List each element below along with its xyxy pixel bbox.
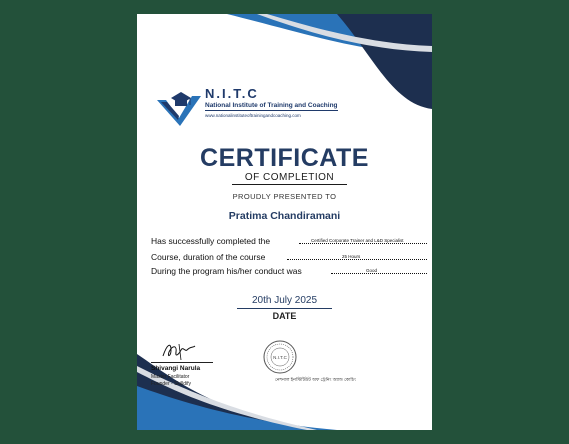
seal-text: N.I.T.C [273,355,287,360]
signatory-name: Shivangi Narula [151,365,201,372]
certificate-subtitle: OF COMPLETION [232,172,347,185]
course-value: Certified Corporate Trainer and L&D Specialist [311,238,404,243]
duration-label: Course, duration of the course [151,252,266,262]
conduct-value: Good [366,268,378,273]
date-label: DATE [272,311,297,321]
course-label: Has successfully completed the [151,236,271,246]
duration-value: 25 Hours [342,254,361,259]
seal-caption: নেশনাল ইনস্টিটিউট অফ ট্রেনিং অ্যান্ড কোচিং [275,377,357,382]
course-line [151,234,421,246]
graduation-cap-logo-icon [157,90,201,126]
duration-line [151,250,421,262]
signatory-block [151,340,221,390]
certificate [137,14,432,430]
nitc-logo [157,86,357,136]
logo-abbreviation: N.I.T.C [205,86,259,101]
recipient-name: Pratima Chandiramani [228,210,341,222]
certificate-title: CERTIFICATE [200,144,369,172]
signatory-org: Founder - Skilldify [151,381,192,387]
conduct-label: During the program his/her conduct was [151,266,302,276]
duration-dotted-line [287,259,427,260]
presented-to-label: PROUDLY PRESENTED TO [232,192,337,201]
logo-full-name: National Institute of Training and Coaching [205,102,338,109]
conduct-line [151,264,421,276]
completion-date: 20th July 2025 [237,295,332,309]
course-dotted-line [299,243,427,244]
conduct-dotted-line [331,273,427,274]
signature-line [151,362,213,363]
logo-url: www.nationalinstituteoftrainingandcoaching.com [205,113,301,118]
signatory-role: Master Facilitator [151,374,190,380]
official-seal-icon [263,340,297,374]
signature-image [159,340,199,362]
